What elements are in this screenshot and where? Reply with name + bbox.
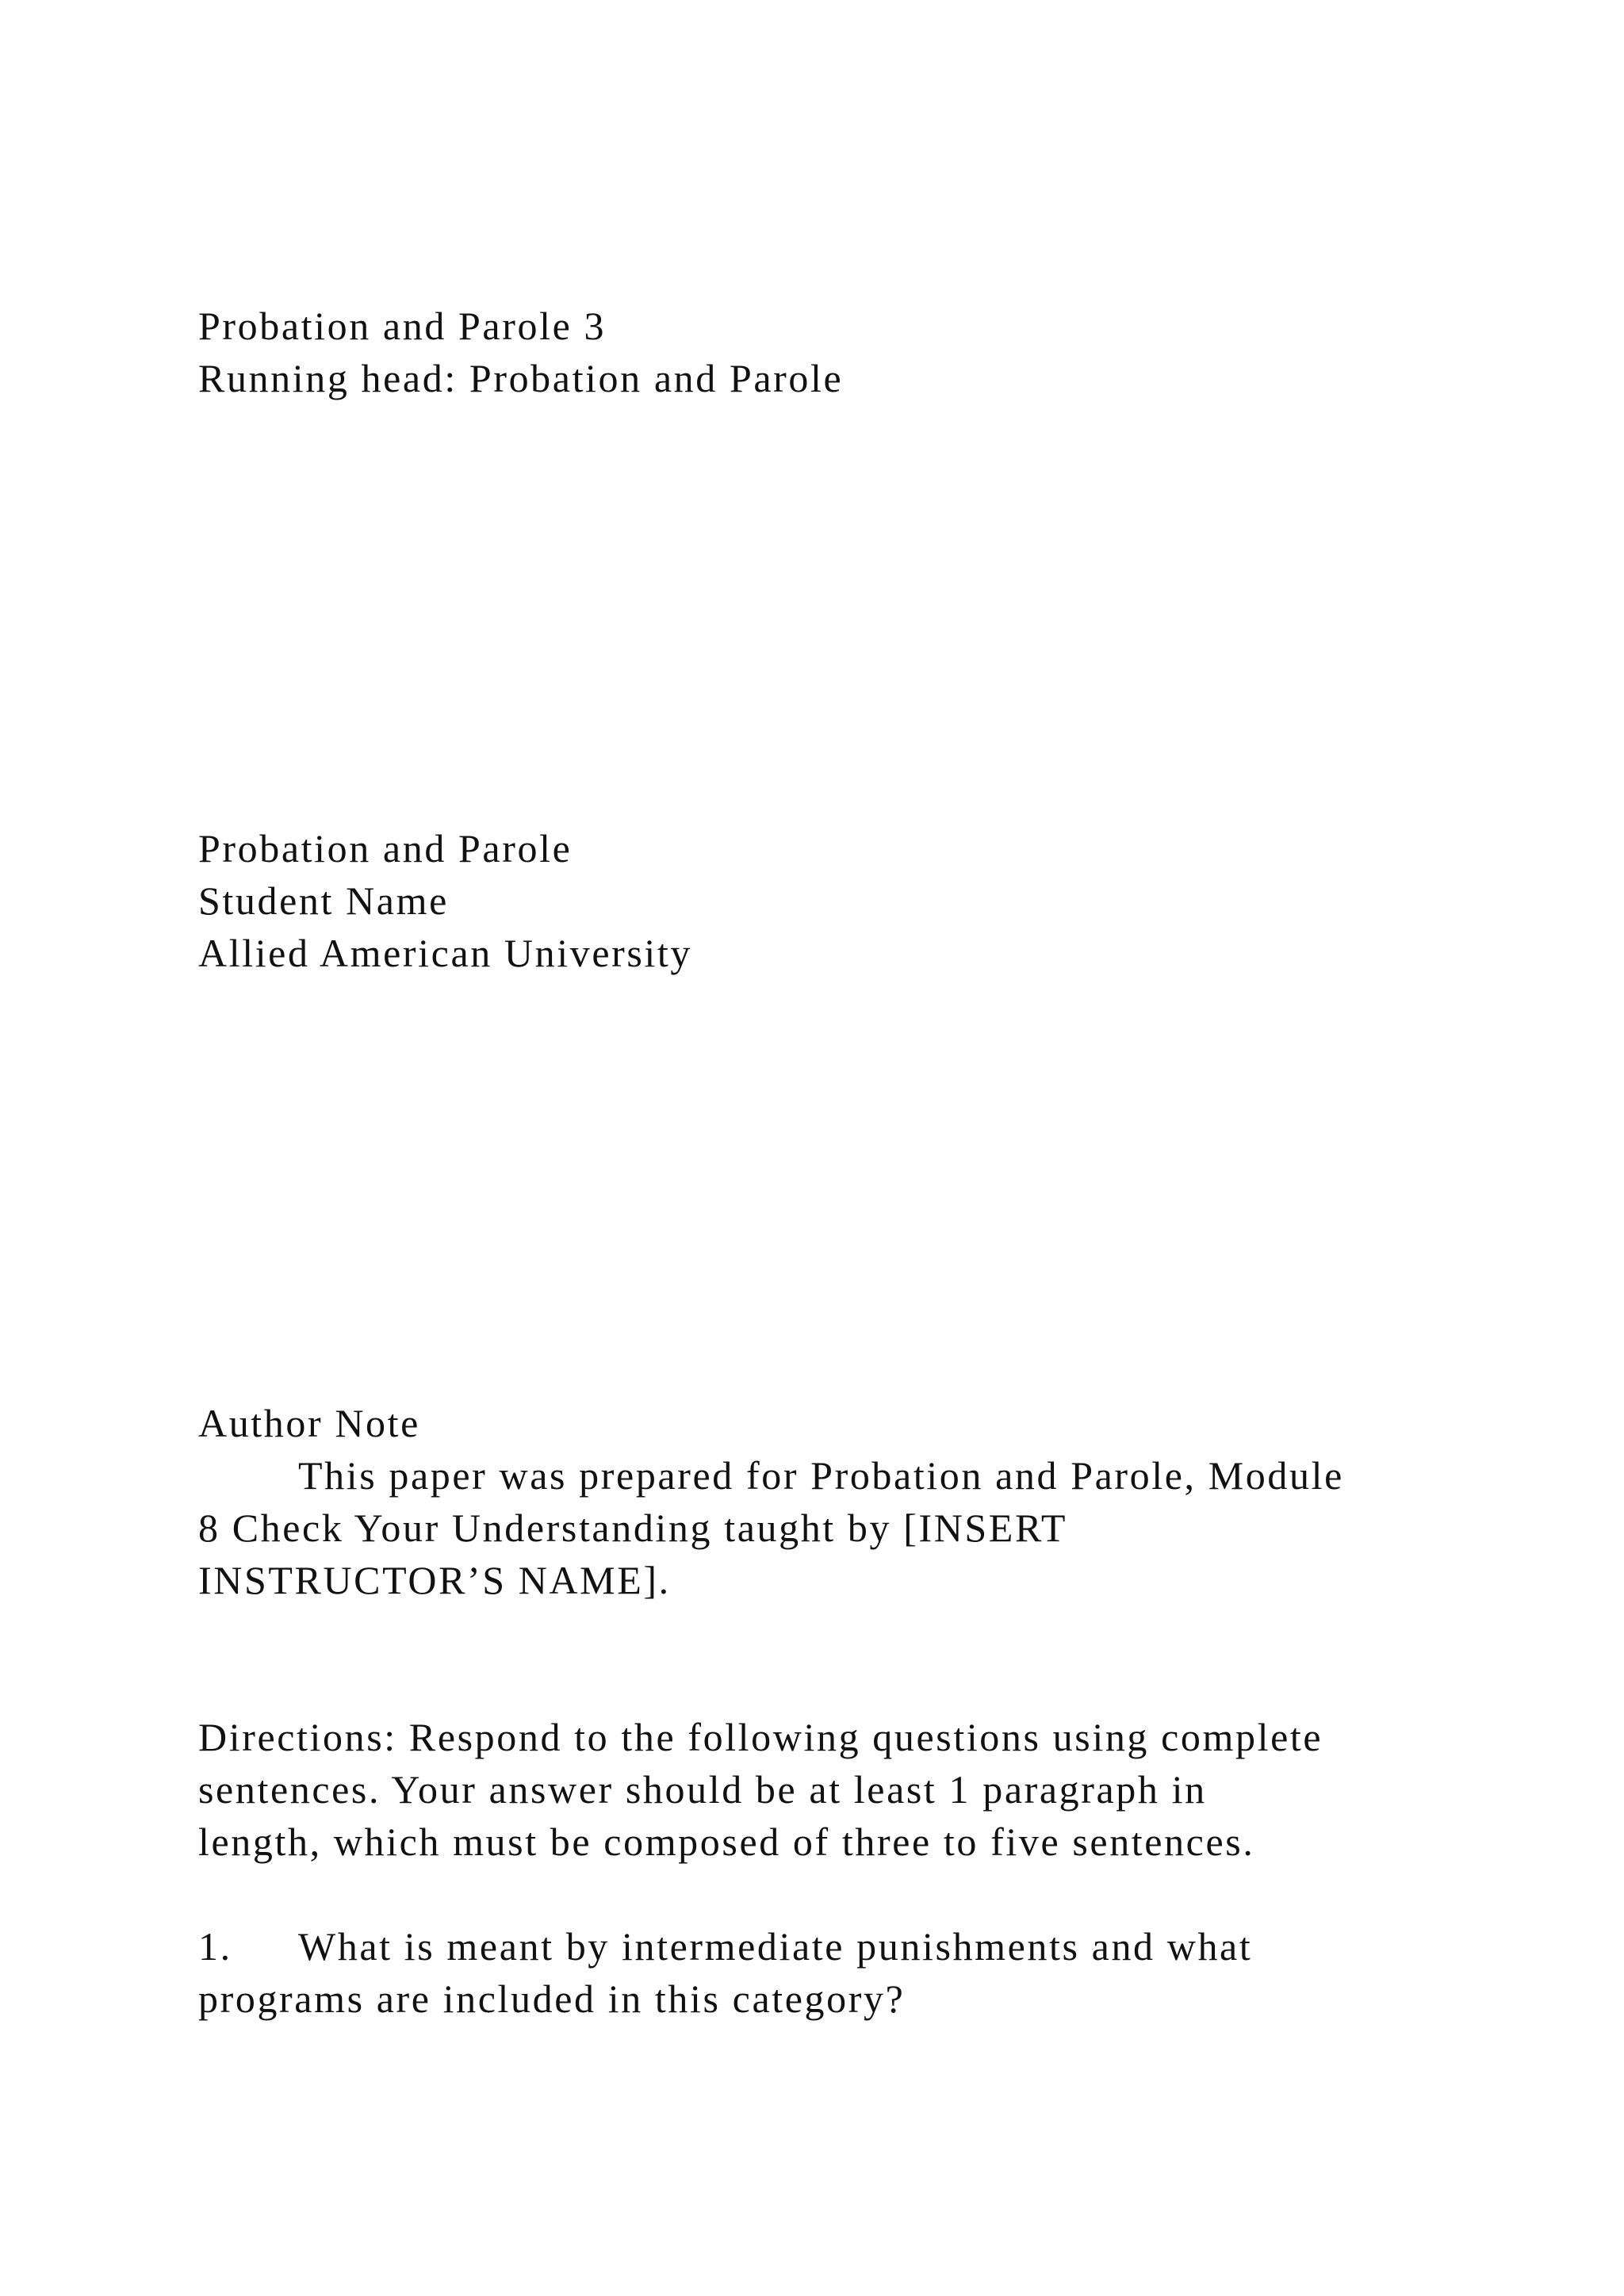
author-note-line: 8 Check Your Understanding taught by [INSERT <box>198 1506 1068 1550</box>
directions-line: sentences. Your answer should be at least 1 paragraph in <box>198 1767 1207 1812</box>
question-text: What is meant by intermediate punishments and what <box>298 1924 1253 1969</box>
paper-title: Probation and Parole <box>198 826 573 871</box>
student-name: Student Name <box>198 878 449 923</box>
author-note-line: This paper was prepared for Probation and Parole, Module <box>298 1453 1344 1498</box>
institution-name: Allied American University <box>198 931 693 975</box>
directions-line: length, which must be composed of three to five sentences. <box>198 1820 1255 1864</box>
directions-line: Directions: Respond to the following questions using complete <box>198 1715 1323 1759</box>
question-number: 1. <box>198 1924 232 1969</box>
question-text: programs are included in this category? <box>198 1976 906 2021</box>
page-header: Probation and Parole 3 <box>198 304 607 348</box>
author-note-line: INSTRUCTOR’S NAME]. <box>198 1558 671 1602</box>
author-note-heading: Author Note <box>198 1401 420 1445</box>
running-head: Running head: Probation and Parole <box>198 356 844 400</box>
